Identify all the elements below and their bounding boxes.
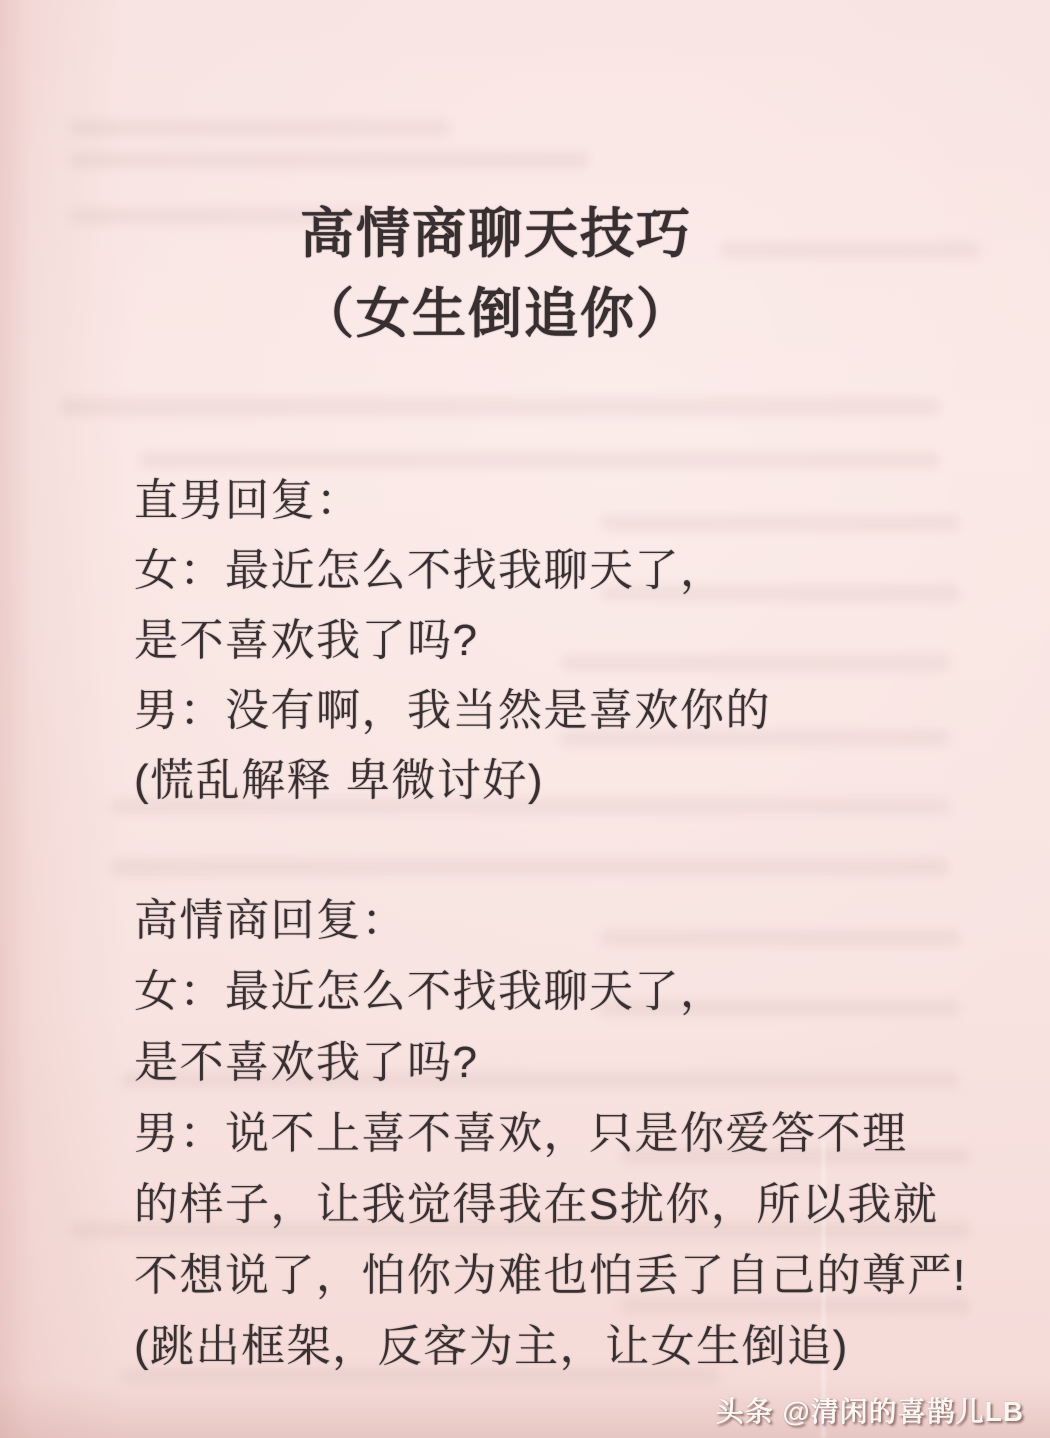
bleed-line [70, 120, 450, 136]
dialog-line-boy: 男：说不上喜不喜欢，只是你爱答不理 [134, 1109, 908, 1158]
bleed-line [60, 398, 940, 416]
dialog-line-boy-cont: 不想说了，怕你为难也怕丢了自己的尊严! [134, 1251, 967, 1300]
dialog-line-girl-cont: 是不喜欢我了吗? [134, 616, 479, 665]
straight-reply-heading: 直男回复： [134, 476, 362, 525]
dialog-annotation: (慌乱解释 卑微讨好) [134, 756, 545, 805]
title-block [0, 194, 1050, 354]
bleed-line [70, 152, 590, 168]
page-title: 高情商聊天技巧 [300, 204, 692, 264]
high-eq-reply-section [134, 885, 1034, 1382]
page-subtitle: （女生倒追你） [300, 284, 692, 344]
dialog-line-girl: 女：最近怎么不找我聊天了， [134, 546, 726, 595]
dialog-line-boy-cont: 的样子，让我觉得我在S扰你，所以我就 [134, 1180, 939, 1229]
straight-man-reply-section [134, 466, 1034, 816]
dialog-annotation: (跳出框架，反客为主，让女生倒追) [134, 1322, 849, 1371]
toutiao-watermark: 头条 @清闲的喜鹊儿LB [715, 1396, 1024, 1427]
dialog-line-boy: 男：没有啊，我当然是喜欢你的 [134, 686, 771, 735]
dialog-line-girl: 女：最近怎么不找我聊天了， [134, 967, 726, 1016]
bleed-line [110, 858, 950, 876]
dialog-line-girl-cont: 是不喜欢我了吗? [134, 1038, 479, 1087]
high-eq-reply-heading: 高情商回复： [134, 896, 407, 945]
